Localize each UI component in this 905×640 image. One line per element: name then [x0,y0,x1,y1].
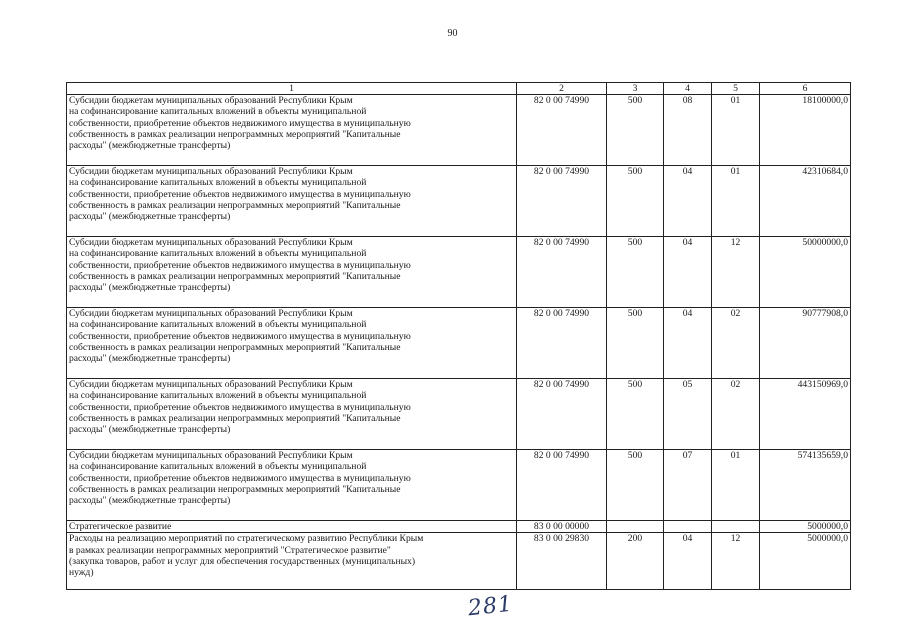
row-description: Стратегическое развитие [67,521,517,533]
row-description: Субсидии бюджетам муниципальных образований Республики Крым на софинансирование капитальных вложений в объекты муниципальной собственности, приобретение объектов недвижимого имущества в муниципальную собственность в рамках реализации непрограммных мероприятий "Капитальные расходы" (межбюджетные трансферты) [67,379,517,450]
row-section-code: 05 [664,379,712,450]
row-expense-type-code: 500 [607,237,664,308]
table-row [67,237,851,308]
row-target-article-code: 83 0 00 29830 [517,533,607,590]
row-expense-type-code: 500 [607,308,664,379]
row-target-article-code: 82 0 00 74990 [517,95,607,166]
budget-table [66,82,851,590]
handwritten-page-stamp: 281 [466,591,515,622]
row-expense-type-code: 200 [607,533,664,590]
row-expense-type-code: 500 [607,166,664,237]
row-description: Субсидии бюджетам муниципальных образований Республики Крым на софинансирование капитальных вложений в объекты муниципальной собственности, приобретение объектов недвижимого имущества в муниципальную собственность в рамках реализации непрограммных мероприятий "Капитальные расходы" (межбюджетные трансферты) [67,237,517,308]
page-number: 90 [447,28,458,39]
row-target-article-code: 82 0 00 74990 [517,237,607,308]
column-header-5: 5 [712,83,760,95]
row-subsection-code: 01 [712,95,760,166]
row-amount: 5000000,0 [760,521,851,533]
table-row [67,521,851,533]
row-target-article-code: 82 0 00 74990 [517,450,607,521]
row-section-code: 08 [664,95,712,166]
row-subsection-code: 01 [712,450,760,521]
column-header-6: 6 [760,83,851,95]
row-expense-type-code: 500 [607,95,664,166]
row-subsection-code: 02 [712,308,760,379]
row-amount: 50000000,0 [760,237,851,308]
row-target-article-code: 82 0 00 74990 [517,166,607,237]
row-subsection-code: 12 [712,533,760,590]
row-target-article-code: 83 0 00 00000 [517,521,607,533]
column-header-4: 4 [664,83,712,95]
row-amount: 574135659,0 [760,450,851,521]
row-section-code: 04 [664,533,712,590]
table-row [67,450,851,521]
row-target-article-code: 82 0 00 74990 [517,308,607,379]
table-row [67,308,851,379]
row-expense-type-code: 500 [607,450,664,521]
table-row [67,166,851,237]
table-row [67,533,851,590]
row-subsection-code: 01 [712,166,760,237]
row-description: Субсидии бюджетам муниципальных образований Республики Крым на софинансирование капитальных вложений в объекты муниципальной собственности, приобретение объектов недвижимого имущества в муниципальную собственность в рамках реализации непрограммных мероприятий "Капитальные расходы" (межбюджетные трансферты) [67,166,517,237]
column-header-3: 3 [607,83,664,95]
row-description: Субсидии бюджетам муниципальных образований Республики Крым на софинансирование капитальных вложений в объекты муниципальной собственности, приобретение объектов недвижимого имущества в муниципальную собственность в рамках реализации непрограммных мероприятий "Капитальные расходы" (межбюджетные трансферты) [67,95,517,166]
row-subsection-code: 12 [712,237,760,308]
table-row [67,95,851,166]
row-expense-type-code: 500 [607,379,664,450]
row-section-code: 04 [664,308,712,379]
row-amount: 18100000,0 [760,95,851,166]
row-description: Расходы на реализацию мероприятий по стратегическому развитию Республики Крым в рамках реализации непрограммных мероприятий "Стратегическое развитие" (закупка товаров, работ и услуг для обеспечения государственных (муниципальных) нужд) [67,533,517,590]
row-amount: 5000000,0 [760,533,851,590]
table-header-row [67,83,851,95]
row-description: Субсидии бюджетам муниципальных образований Республики Крым на софинансирование капитальных вложений в объекты муниципальной собственности, приобретение объектов недвижимого имущества в муниципальную собственность в рамках реализации непрограммных мероприятий "Капитальные расходы" (межбюджетные трансферты) [67,450,517,521]
row-section-code: 04 [664,166,712,237]
row-section-code: 07 [664,450,712,521]
row-section-code: 04 [664,237,712,308]
row-expense-type-code [607,521,664,533]
row-amount: 90777908,0 [760,308,851,379]
table-row [67,379,851,450]
column-header-2: 2 [517,83,607,95]
column-header-1: 1 [67,83,517,95]
row-subsection-code [712,521,760,533]
row-amount: 42310684,0 [760,166,851,237]
row-target-article-code: 82 0 00 74990 [517,379,607,450]
row-subsection-code: 02 [712,379,760,450]
row-section-code [664,521,712,533]
row-amount: 443150969,0 [760,379,851,450]
row-description: Субсидии бюджетам муниципальных образований Республики Крым на софинансирование капитальных вложений в объекты муниципальной собственности, приобретение объектов недвижимого имущества в муниципальную собственность в рамках реализации непрограммных мероприятий "Капитальные расходы" (межбюджетные трансферты) [67,308,517,379]
